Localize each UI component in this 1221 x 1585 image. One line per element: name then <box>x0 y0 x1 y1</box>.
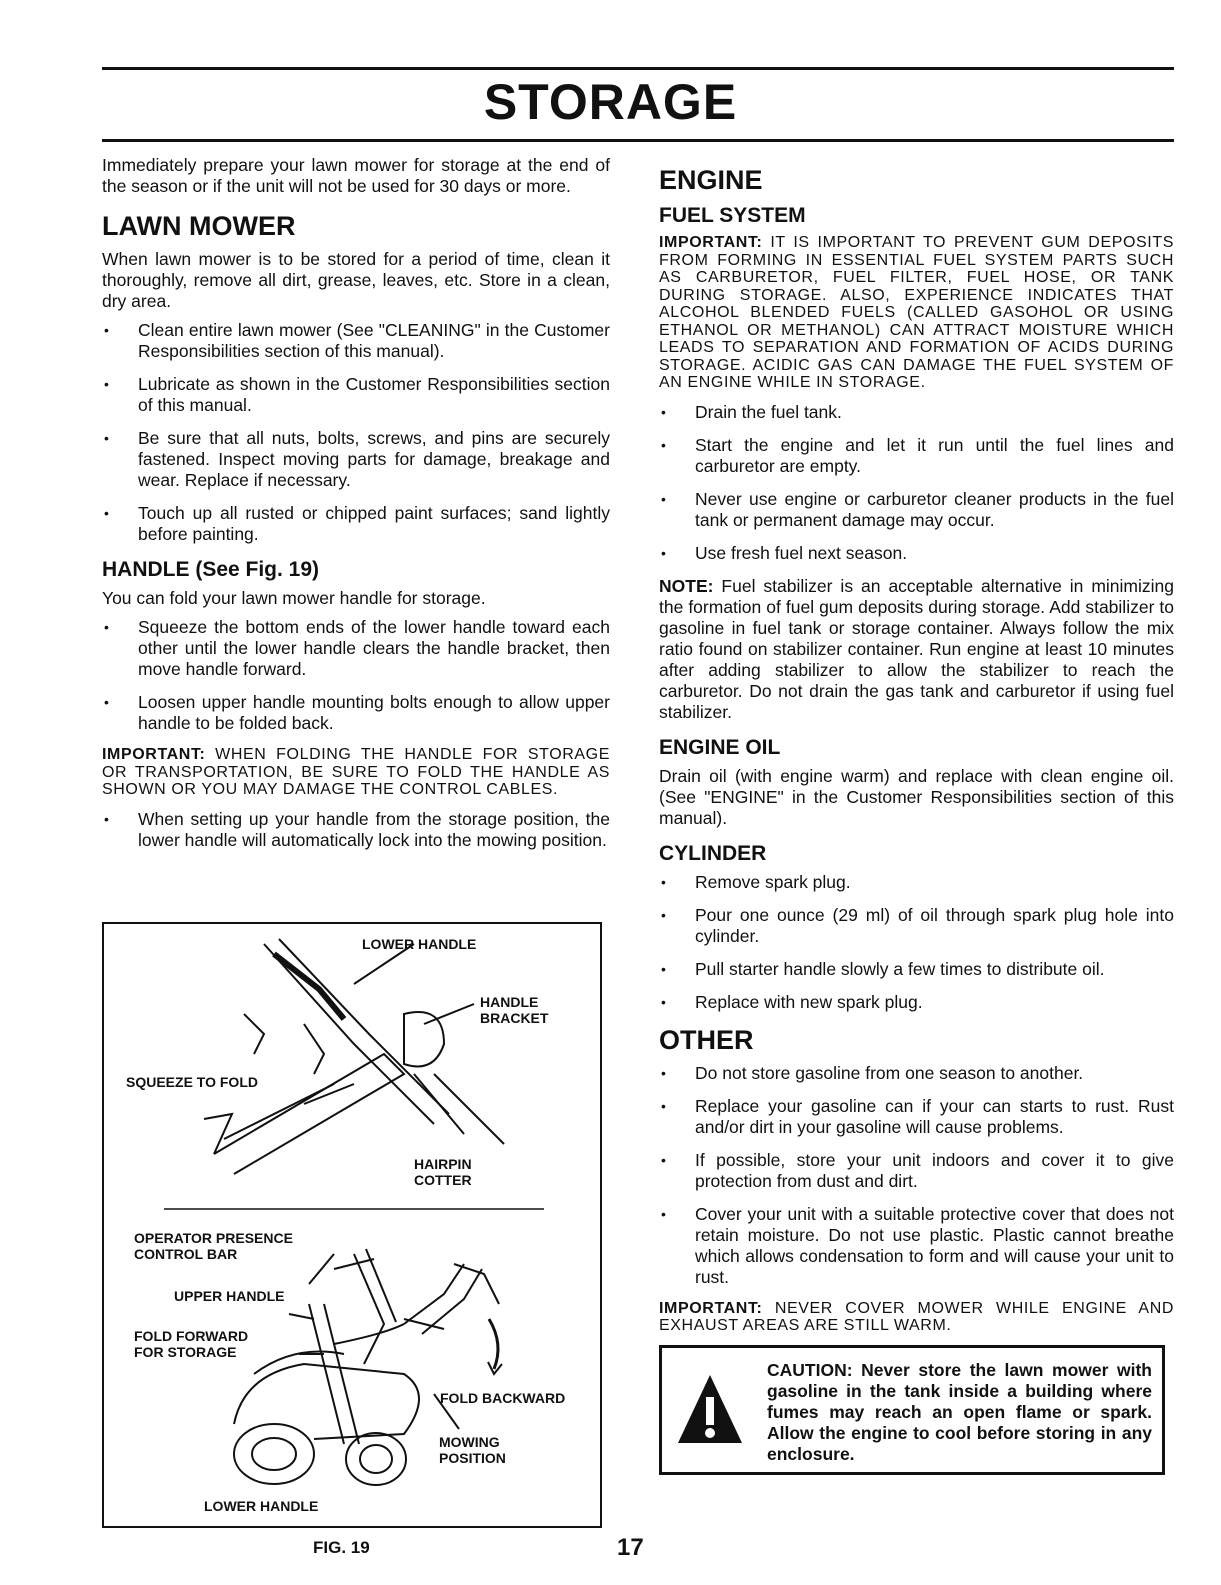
important-text: NEVER COVER MOWER WHILE ENGINE AND EXHAUST AREAS ARE STILL WARM. <box>659 1299 1175 1334</box>
fuel-system-heading: FUEL SYSTEM <box>659 204 806 227</box>
engine-heading: ENGINE <box>659 165 763 195</box>
list-item: • Start the engine and let it run until the fuel lines and carburetor are empty. <box>659 435 1174 477</box>
note-text: Fuel stabilizer is an acceptable alternative in minimizing the formation of fuel gum deposits during storage. Add stabilizer to gasoline in fuel tank or storage container. Always follow the mix ratio found on stabilizer container. Run engine at least 10 minutes after adding stabilizer to allow the stabilizer to reach the carburetor. Do not drain the gas tank and carburetor if using fuel stabilizer. <box>659 575 1174 722</box>
top-rule <box>102 67 1174 70</box>
list-item: • Lubricate as shown in the Customer Responsibilities section of this manual. <box>102 374 610 416</box>
important-text: IT IS IMPORTANT TO PREVENT GUM DEPOSITS FROM FORMING IN ESSENTIAL FUEL SYSTEM PARTS SUCH AS CARBURETOR, FUEL FILTER, FUEL HOSE, OR TANK DURING STORAGE. ALSO, EXPERIENCE INDICATES THAT ALCOHOL BLENDED FUELS (CALLED GASOHOL OR USING ETHANOL OR METHANOL) CAN ATTRACT MOISTURE WHICH LEADS TO SEPARATION AND FORMATION OF ACIDS DURING STORAGE. ACIDIC GAS CAN DAMAGE THE FUEL SYSTEM OF AN ENGINE WHILE IN STORAGE. <box>659 234 1175 391</box>
list-item: • Remove spark plug. <box>659 872 1174 893</box>
handle-list-2 <box>102 809 610 851</box>
list-item: • Be sure that all nuts, bolts, screws, and pins are securely fastened. Inspect moving parts for damage, breakage and wear. Replace if necessary. <box>102 428 610 491</box>
cylinder-heading: CYLINDER <box>659 841 767 865</box>
fuel-note <box>659 576 1174 723</box>
lawn-mower-list <box>102 320 610 545</box>
list-item: • Pull starter handle slowly a few times to distribute oil. <box>659 959 1174 980</box>
label-squeeze-to-fold: SQUEEZE TO FOLD <box>126 1074 258 1090</box>
label-fold-forward: FOLD FORWARD FOR STORAGE <box>134 1328 249 1360</box>
list-item: • When setting up your handle from the storage position, the lower handle will automatically lock into the mowing position. <box>102 809 610 851</box>
label-handle-bracket: HANDLE BRACKET <box>480 994 549 1026</box>
lawn-mower-text: When lawn mower is to be stored for a period of time, clean it thoroughly, remove all dirt, grease, leaves, etc. Store in a clean, dry area. <box>102 249 610 311</box>
other-important <box>659 1300 1174 1335</box>
label-hairpin-cotter: HAIRPIN COTTER <box>414 1156 472 1188</box>
list-item: • Cover your unit with a suitable protective cover that does not retain moisture. Do not use plastic. Plastic cannot breathe which allows condensation to form and will cause your unit to rust. <box>659 1204 1174 1288</box>
list-item: • Never use engine or carburetor cleaner products in the fuel tank or permanent damage may occur. <box>659 489 1174 531</box>
caution-box <box>659 1345 1165 1475</box>
list-item: • Use fresh fuel next season. <box>659 543 1174 564</box>
figure-caption: FIG. 19 <box>313 1538 370 1557</box>
title-underline <box>102 139 1174 142</box>
page-title: STORAGE <box>483 74 738 130</box>
important-label: IMPORTANT: <box>659 1299 763 1317</box>
other-heading: OTHER <box>659 1024 754 1055</box>
list-item: • Drain the fuel tank. <box>659 402 1174 423</box>
right-column <box>659 155 1174 1345</box>
label-lower-handle-bottom: LOWER HANDLE <box>204 1498 319 1514</box>
label-lower-handle-top: LOWER HANDLE <box>362 936 477 952</box>
warning-triangle-icon <box>676 1373 744 1445</box>
fuel-system-list <box>659 402 1174 564</box>
list-item: • Clean entire lawn mower (See "CLEANING" in the Customer Responsibilities section of this manual). <box>102 320 610 362</box>
label-operator-presence: OPERATOR PRESENCE CONTROL BAR <box>134 1230 293 1262</box>
label-mowing-position: MOWING POSITION <box>439 1434 506 1466</box>
important-label: IMPORTANT: <box>659 234 763 251</box>
handle-text: You can fold your lawn mower handle for storage. <box>102 588 486 608</box>
list-item: • If possible, store your unit indoors and cover it to give protection from dust and dirt. <box>659 1150 1174 1192</box>
page-number: 17 <box>617 1534 644 1561</box>
caution-text: CAUTION: Never store the lawn mower with gasoline in the tank inside a building where fumes may reach an open flame or spark. Allow the engine to cool before storing in any enclosure. <box>767 1360 1152 1464</box>
list-item: • Loosen upper handle mounting bolts enough to allow upper handle to be folded back. <box>102 692 610 734</box>
engine-oil-heading: ENGINE OIL <box>659 735 781 759</box>
figure-19 <box>102 922 602 1528</box>
handle-heading: HANDLE (See Fig. 19) <box>102 558 320 581</box>
important-label: IMPORTANT: <box>102 746 206 763</box>
list-item: • Touch up all rusted or chipped paint surfaces; sand lightly before painting. <box>102 503 610 545</box>
list-item: • Pour one ounce (29 ml) of oil through spark plug hole into cylinder. <box>659 905 1174 947</box>
fuel-important <box>659 234 1174 392</box>
list-item: • Squeeze the bottom ends of the lower handle toward each other until the lower handle clears the handle bracket, then move handle forward. <box>102 617 610 680</box>
engine-oil-text: Drain oil (with engine warm) and replace with clean engine oil. (See "ENGINE" in the Customer Responsibilities section of this manual). <box>659 765 1174 828</box>
list-item: • Replace your gasoline can if your can starts to rust. Rust and/or dirt in your gasoline will cause problems. <box>659 1096 1174 1138</box>
other-list <box>659 1063 1174 1288</box>
cylinder-list <box>659 872 1174 1013</box>
lawn-mower-heading: LAWN MOWER <box>102 211 296 241</box>
label-fold-backward: FOLD BACKWARD <box>440 1390 566 1406</box>
list-item: • Do not store gasoline from one season to another. <box>659 1063 1174 1084</box>
left-column <box>102 155 610 863</box>
important-text: WHEN FOLDING THE HANDLE FOR STORAGE OR TRANSPORTATION, BE SURE TO FOLD THE HANDLE AS SHOWN OR YOU MAY DAMAGE THE CONTROL CABLES. <box>102 746 611 798</box>
list-item: • Replace with new spark plug. <box>659 992 1174 1013</box>
label-upper-handle: UPPER HANDLE <box>174 1288 285 1304</box>
intro-paragraph: Immediately prepare your lawn mower for storage at the end of the season or if the unit will not be used for 30 days or more. <box>102 155 610 196</box>
handle-important <box>102 746 610 799</box>
handle-list <box>102 617 610 734</box>
note-label: NOTE: <box>659 575 714 596</box>
